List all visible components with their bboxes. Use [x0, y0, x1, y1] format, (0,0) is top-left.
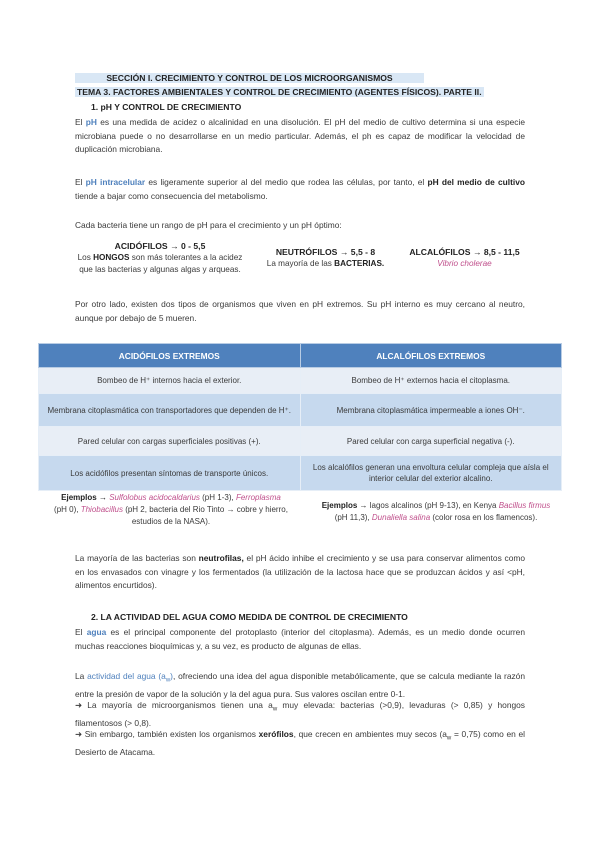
examples-left-line-1 — [40, 492, 302, 504]
table-header-row — [39, 344, 562, 368]
text: (pH 11,3), — [334, 513, 372, 522]
topic-heading: TEMA 3. FACTORES AMBIENTALES Y CONTROL DE CRECIMIENTO (AGENTES FÍSICOS). PARTE II. — [77, 87, 482, 97]
text: La mayoría de las bacterias son — [75, 553, 199, 563]
bold-text: neutrofilas, — [198, 553, 244, 563]
bold-text: Ejemplos → — [61, 493, 107, 502]
neutrofilos-title: NEUTRÓFILOS → 5,5 - 8 — [275, 247, 376, 257]
bold-text: Ejemplos → — [321, 501, 368, 510]
agua-paragraph-2 — [75, 670, 525, 702]
text: La — [75, 671, 88, 681]
species-name: Bacillus firmus — [498, 501, 551, 510]
ph-paragraph-3: Cada bacteria tiene un rango de pH para el crecimiento y un pH óptimo: — [75, 220, 342, 230]
text: El — [75, 117, 86, 127]
neutrofilas-paragraph — [75, 552, 525, 593]
text: actividad del agua (a — [87, 671, 166, 681]
text: es una medida de acidez o alcalinidad en una disolución. El pH del medio de cultivo determina si una especie microbiana puede o no desarrollarse en un medio particular. Además, el ph es capaz de modificar la velocidad de duplicación microbiana. — [75, 117, 525, 155]
text: ) — [170, 671, 173, 681]
text: ➜ Sin embargo, también existen los organismos — [75, 729, 259, 739]
text: es ligeramente superior al del medio que rodea las células, por tanto, el — [145, 177, 428, 187]
table-cell: Membrana citoplasmática con transportadores que dependen de H⁺. — [39, 394, 301, 427]
acidofilos-block — [70, 240, 250, 276]
species-name: Thiobacillus — [80, 505, 123, 514]
text: El — [75, 177, 86, 187]
table-cell: Pared celular con carga superficial negativa (-). — [300, 427, 562, 456]
text: tiende a bajar como consecuencia del metabolismo. — [75, 190, 268, 201]
agua-bullet-2 — [75, 728, 525, 760]
acidofilos-line-1 — [70, 252, 250, 264]
table-cell: Bombeo de H⁺ internos hacia el exterior. — [39, 368, 301, 394]
text: muy elevada: bacterias (>0,9), levaduras (> 0,85) y hongos filamentosos (> 0,8). — [75, 700, 525, 729]
text: es el principal componente del protoplasto (interior del citoplasma). Además, es un medio donde ocurren muchas reacciones bioquímicas y, a su vez, es producto de algunas de ellas. — [75, 627, 525, 651]
text: El — [75, 627, 87, 637]
text: el pH ácido inhibe el crecimiento y se usa para conservar alimentos como en los envasados con vinagre y los fermentados (la utilización de la lactosa hace que se produzcan ácidos y así <pH, alimentos encurtidos). — [75, 553, 525, 591]
bold-text: pH del medio de cultivo — [427, 177, 525, 187]
table-cell: Pared celular con cargas superficiales positivas (+). — [39, 427, 301, 456]
table-row — [39, 456, 562, 491]
text: (color rosa en los flamencos). — [430, 513, 538, 522]
agua-bullet-1 — [75, 699, 525, 731]
species-name: Sulfolobus acidocaldarius — [109, 493, 200, 502]
table-cell: Membrana citoplasmática impermeable a iones OH⁻. — [300, 394, 562, 427]
text: Los — [77, 253, 94, 262]
subscript: w — [165, 677, 171, 684]
text: son más tolerantes a la acidez — [129, 253, 243, 262]
text: = 0,75) como en el Desierto de Atacama. — [75, 729, 525, 758]
text: (pH 1-3), — [199, 493, 236, 502]
table-cell: Los alcalófilos generan una envoltura celular compleja que aísla el interior celular del exterior alcalino. — [300, 456, 562, 491]
examples-right-line-1 — [306, 500, 566, 512]
bold-text: BACTERIAS. — [334, 259, 385, 268]
extremophiles-table — [38, 343, 562, 491]
header-alcalofilos-extremos: ALCALÓFILOS EXTREMOS — [300, 344, 562, 368]
species-name: Ferroplasma — [235, 493, 281, 502]
text: (pH 0), — [54, 505, 81, 514]
species-name: Dunaliella salina — [371, 513, 431, 522]
text: (pH 2, bacteria del Rio Tinto → cobre y hierro, — [122, 505, 288, 514]
table-row — [39, 394, 562, 427]
alcalofilos-title: ALCALÓFILOS → 8,5 - 11,5 — [409, 247, 520, 257]
alcalofilos-species: Vibrio cholerae — [437, 259, 492, 268]
term-ph: pH — [85, 117, 97, 127]
subtitle-agua: 2. LA ACTIVIDAD DEL AGUA COMO MEDIDA DE CONTROL DE CRECIMIENTO — [91, 612, 408, 622]
subscript: w — [446, 735, 452, 742]
agua-paragraph-1 — [75, 626, 525, 653]
term-ph-intracelular: pH intracelular — [85, 177, 146, 187]
neutrofilos-line — [258, 258, 393, 270]
term-agua: agua — [86, 627, 107, 637]
ph-paragraph-2 — [75, 176, 525, 203]
text: , que crecen en ambientes muy secos (a — [293, 729, 447, 739]
table-cell: Bombeo de H⁺ externos hacia el citoplasma. — [300, 368, 562, 394]
ph-paragraph-4: Por otro lado, existen dos tipos de organismos que viven en pH extremos. Su pH interno es muy cercano al neutro, aunque por debajo de 5 mueren. — [75, 299, 525, 323]
section-heading: SECCIÓN I. CRECIMIENTO Y CONTROL DE LOS MICROORGANISMOS — [75, 73, 424, 83]
examples-right-line-2 — [306, 512, 566, 524]
text: La mayoría de las — [266, 259, 335, 268]
subscript: w — [272, 706, 278, 713]
examples-alcalofilos — [306, 500, 566, 524]
examples-acidofilos — [40, 492, 302, 528]
table-row — [39, 368, 562, 394]
acidofilos-title: ACIDÓFILOS → 0 - 5,5 — [114, 241, 206, 251]
text: ➜ La mayoría de microorganismos tienen una a — [75, 700, 273, 710]
examples-left-line-3: estudios de la NASA). — [131, 517, 211, 526]
alcalofilos-block — [402, 246, 527, 270]
neutrofilos-block — [258, 246, 393, 270]
term-actividad-agua — [87, 671, 173, 684]
examples-left-line-2 — [40, 504, 302, 516]
header-acidofilos-extremos: ACIDÓFILOS EXTREMOS — [39, 344, 301, 368]
bold-text: HONGOS — [93, 253, 130, 262]
text: , ofreciendo una idea del agua disponible metabólicamente, que se calcula mediante la razón entre la presión de vapor de la solución y la del agua pura. Sus valores oscilan entre 0-1. — [75, 671, 525, 700]
table-row — [39, 427, 562, 456]
subtitle-ph: 1. pH Y CONTROL DE CRECIMIENTO — [91, 102, 242, 112]
acidofilos-line-2: que las bacterias y algunas algas y arqueas. — [79, 265, 241, 274]
text: lagos alcalinos (pH 9-13), en Kenya — [367, 501, 499, 510]
table-cell: Los acidófilos presentan síntomas de transporte únicos. — [39, 456, 301, 491]
ph-paragraph-1 — [75, 116, 525, 157]
bold-text: xerófilos — [258, 729, 294, 739]
